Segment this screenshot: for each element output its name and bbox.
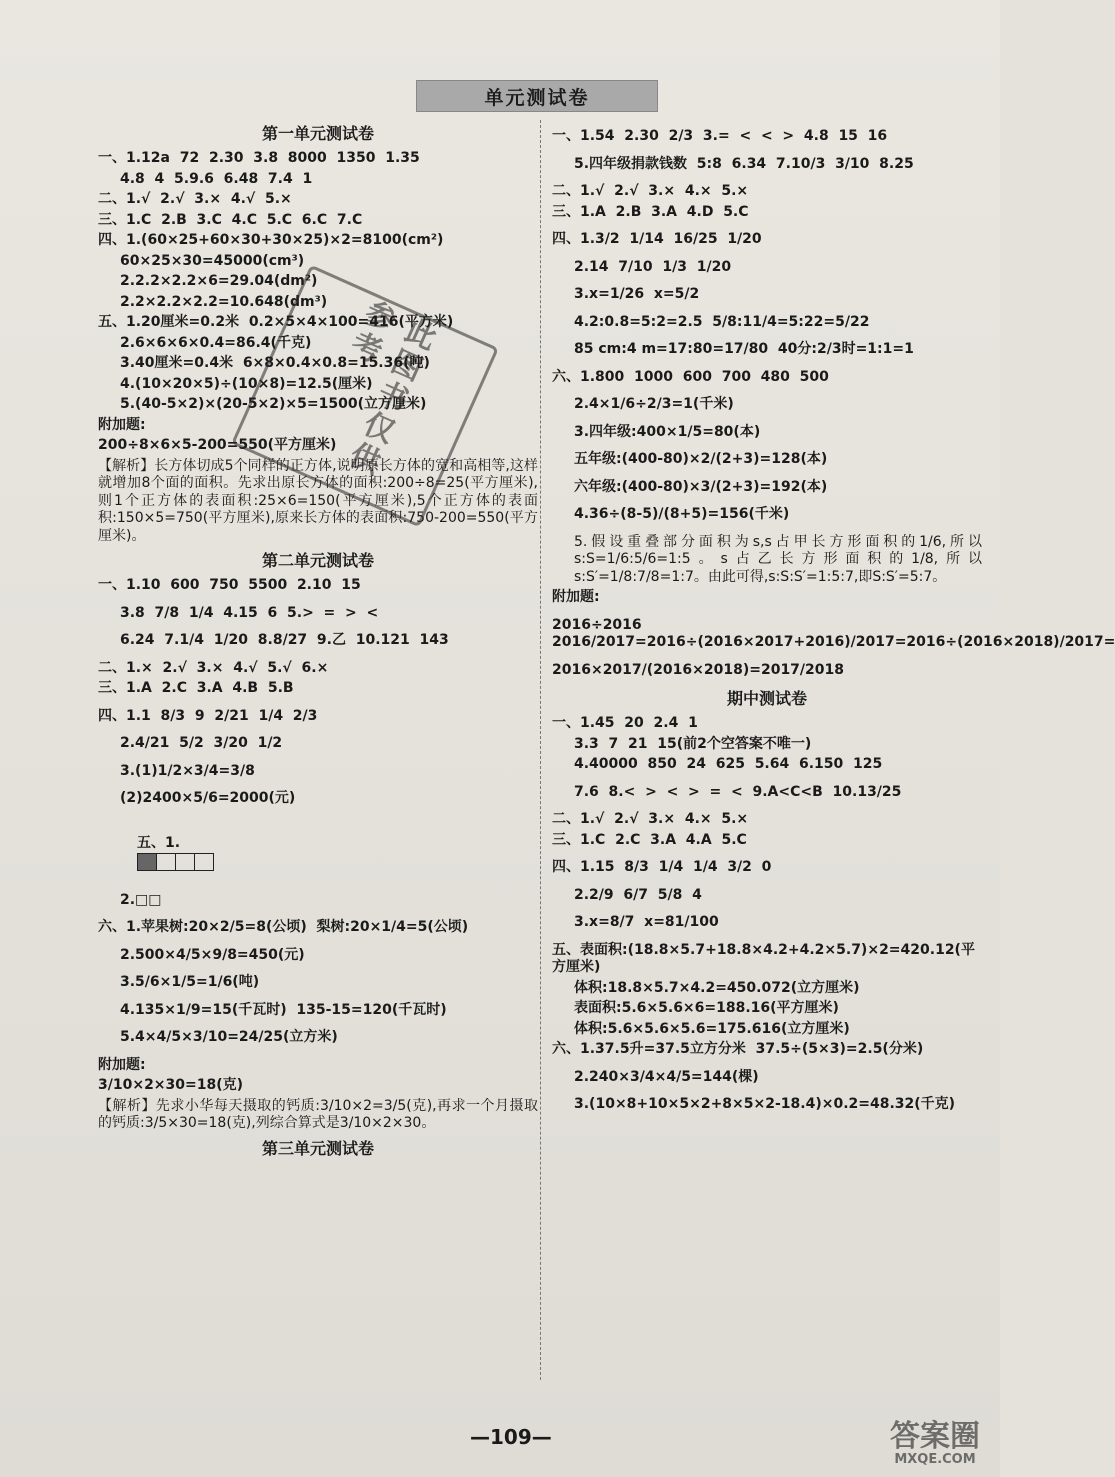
answer-line: 3.3 7 21 15(前2个空答案不唯一) (574, 735, 812, 752)
empty-square (194, 853, 214, 871)
answer-line: 二、1.√ 2.√ 3.× 4.× 5.× (552, 811, 749, 827)
answer-line: 四、1.(60×25+60×30+30×25)×2=8100(cm²) (98, 232, 444, 248)
answer-line: 2016×2017/(2016×2018)=2017/2018 (552, 661, 845, 678)
section-banner: 单元测试卷 (416, 80, 658, 112)
unit3-title: 第三单元测试卷 (261, 1138, 374, 1158)
answer-line: 3.8 7/8 1/4 4.15 6 5.> = > < (120, 604, 379, 621)
answer-line: 五、1.20厘米=0.2米 0.2×5×4×100=416(平方米) (98, 314, 454, 330)
midterm-answers (552, 715, 982, 1114)
answer-line: 85 cm:4 m=17:80=17/80 40分:2/3时=1:1=1 (574, 341, 914, 357)
unit2-answers (98, 577, 538, 1133)
answer-line: 4.135×1/9=15(千瓦时) 135-15=120(千瓦时) (120, 1001, 447, 1018)
answer-line: 二、1.× 2.√ 3.× 4.√ 5.√ 6.× (98, 659, 329, 676)
answer-line: 60×25×30=45000(cm³) (120, 252, 305, 269)
answer-line: 4.40000 850 24 625 5.64 6.150 125 (574, 756, 883, 772)
answer-line: 三、1.C 2.C 3.A 4.A 5.C (552, 831, 747, 848)
answer-label: 五、1. (137, 835, 181, 851)
answer-line: 附加题: (98, 1056, 146, 1073)
stamp-text: 此图书仅供参考 (339, 293, 441, 481)
answer-line: 二、1.√ 2.√ 3.× 4.√ 5.× (98, 191, 292, 207)
answer-paragraph: 5.假设重叠部分面积为s,s占甲长方形面积的1/6,所以s:S=1/6:5/6=1:5。s占乙长方形面积的1/8,所以s:S′=1/8:7/8=1:7。由此可得,s:S:S′=1:5:7,即S:S′=5:7。 (574, 533, 982, 585)
answer-line: 4.2:0.8=5:2=2.5 5/8:11/4=5:22=5/22 (574, 313, 870, 330)
unit2-title: 第二单元测试卷 (261, 551, 374, 570)
answer-line: 3.x=1/26 x=5/2 (574, 286, 700, 302)
answer-line: 3/10×2×30=18(克) (98, 1077, 244, 1093)
answer-line: 体积:5.6×5.6×5.6=175.616(立方厘米) (574, 1020, 850, 1037)
answer-line: 五、表面积:(18.8×5.7+18.8×4.2+4.2×5.7)×2=420.12(平方厘米) (552, 941, 975, 975)
answer-line: 体积:18.8×5.7×4.2=450.072(立方厘米) (574, 979, 860, 996)
answer-line: 2.4/21 5/2 3/20 1/2 (120, 735, 283, 751)
answer-line: 3.(1)1/2×3/4=3/8 (120, 762, 255, 779)
answer-line: 2.2/9 6/7 5/8 4 (574, 886, 702, 903)
answer-line: 四、1.15 8/3 1/4 1/4 3/2 0 (552, 859, 772, 875)
answer-line: 3.x=8/7 x=81/100 (574, 914, 719, 930)
answer-line: 2.2.2×2.2×6=29.04(dm²) (120, 273, 318, 289)
answer-line: 5.4×4/5×3/10=24/25(立方米) (120, 1029, 338, 1045)
answer-line: 2.2×2.2×2.2=10.648(dm³) (120, 293, 328, 310)
answer-line: 4.36÷(8-5)/(8+5)=156(千米) (574, 506, 790, 522)
answer-line: 4.8 4 5.9.6 6.48 7.4 1 (120, 170, 313, 187)
analysis-paragraph: 【解析】先求小华每天摄取的钙质:3/10×2=3/5(克),再求一个月摄取的钙质:3/5×30=18(克),列综合算式是3/10×2×30。 (98, 1097, 538, 1131)
answer-line: 六、1.苹果树:20×2/5=8(公顷) 梨树:20×1/4=5(公顷) (98, 919, 469, 935)
answer-line: 7.6 8.< > < > = < 9.A<C<B 10.13/25 (574, 783, 902, 800)
watermark-site: MXQE.COM (894, 1451, 976, 1467)
answer-line: 附加题: (552, 589, 600, 605)
answer-line: 2.4×1/6÷2/3=1(千米) (574, 396, 734, 412)
answer-line: 3.40厘米=0.4米 6×8×0.4×0.8=15.36(吨) (120, 355, 430, 371)
answer-line: 四、1.3/2 1/14 16/25 1/20 (552, 231, 762, 247)
answer-line: 二、1.√ 2.√ 3.× 4.× 5.× (552, 183, 749, 199)
answer-line: 五年级:(400-80)×2/(2+3)=128(本) (574, 451, 828, 467)
answer-line: 3.四年级:400×1/5=80(本) (574, 423, 761, 440)
answer-line: 4.(10×20×5)÷(10×8)=12.5(厘米) (120, 375, 373, 392)
unit1-title: 第一单元测试卷 (261, 124, 374, 143)
shaded-square (137, 853, 157, 871)
answer-line: 三、1.C 2.B 3.C 4.C 5.C 6.C 7.C (98, 211, 363, 228)
answer-line: 2.240×3/4×4/5=144(棵) (574, 1068, 759, 1085)
answer-line: 5.(40-5×2)×(20-5×2)×5=1500(立方厘米) (120, 396, 427, 412)
answer-line-grid (98, 818, 538, 889)
answer-line: 200÷8×6×5-200=550(平方厘米) (98, 437, 337, 453)
analysis-paragraph: 【解析】长方体切成5个同样的正方体,说明原长方体的宽和高相等,这样就增加8个面的面积。先求出原长方体的面积:200÷8=25(平方厘米),则1个正方体的表面积:25×6=150(平方厘米),5个正方体的表面积:150×5=750(平方厘米),原来长方体的表面积:750-200=550(平方厘米)。 (98, 457, 538, 544)
answer-line: 一、1.54 2.30 2/3 3.= < < > 4.8 15 16 (552, 128, 888, 144)
answer-line: 表面积:5.6×5.6×6=188.16(平方厘米) (574, 1000, 839, 1016)
answer-line: 3.5/6×1/5=1/6(吨) (120, 974, 260, 990)
watermark-logo (880, 1418, 990, 1470)
empty-square (156, 853, 176, 871)
answer-line: 六、1.37.5升=37.5立方分米 37.5÷(5×3)=2.5(分米) (552, 1041, 924, 1057)
answer-line: 一、1.10 600 750 5500 2.10 15 (98, 577, 361, 593)
midterm-title: 期中测试卷 (726, 689, 807, 708)
answer-line: 2.14 7/10 1/3 1/20 (574, 258, 732, 275)
answer-line: 5.四年级捐款钱数 5:8 6.34 7.10/3 3/10 8.25 (574, 155, 914, 172)
answer-line: 2016÷2016 2016/2017=2016÷(2016×2017+2016)/2017=2016÷(2016×2018)/2017= (552, 616, 1115, 650)
column-divider (540, 120, 542, 1380)
answer-line: 一、1.12a 72 2.30 3.8 8000 1350 1.35 (98, 150, 420, 166)
watermark-text: 答案圈 (890, 1418, 980, 1454)
answer-line: 三、1.A 2.B 3.A 4.D 5.C (552, 203, 749, 220)
unit3-answers (552, 128, 1115, 679)
right-column (552, 118, 1115, 1117)
page-number: —109— (470, 1425, 552, 1449)
answer-line: 一、1.45 20 2.4 1 (552, 715, 698, 731)
answer-line: 2.6×6×6×0.4=86.4(千克) (120, 334, 312, 351)
answer-line: 六、1.800 1000 600 700 480 500 (552, 368, 829, 385)
answer-line: 2.500×4/5×9/8=450(元) (120, 946, 305, 963)
empty-square (175, 853, 195, 871)
answer-line: 2.□□ (120, 891, 162, 908)
answer-line: 四、1.1 8/3 9 2/21 1/4 2/3 (98, 707, 318, 724)
answer-line: (2)2400×5/6=2000(元) (120, 790, 296, 806)
answer-line: 3.(10×8+10×5×2+8×5×2-18.4)×0.2=48.32(千克) (574, 1096, 956, 1112)
answer-line: 三、1.A 2.C 3.A 4.B 5.B (98, 680, 294, 696)
answer-line: 6.24 7.1/4 1/20 8.8/27 9.乙 10.121 143 (120, 632, 449, 648)
answer-line: 附加题: (98, 416, 146, 433)
answer-line: 六年级:(400-80)×3/(2+3)=192(本) (574, 478, 828, 495)
